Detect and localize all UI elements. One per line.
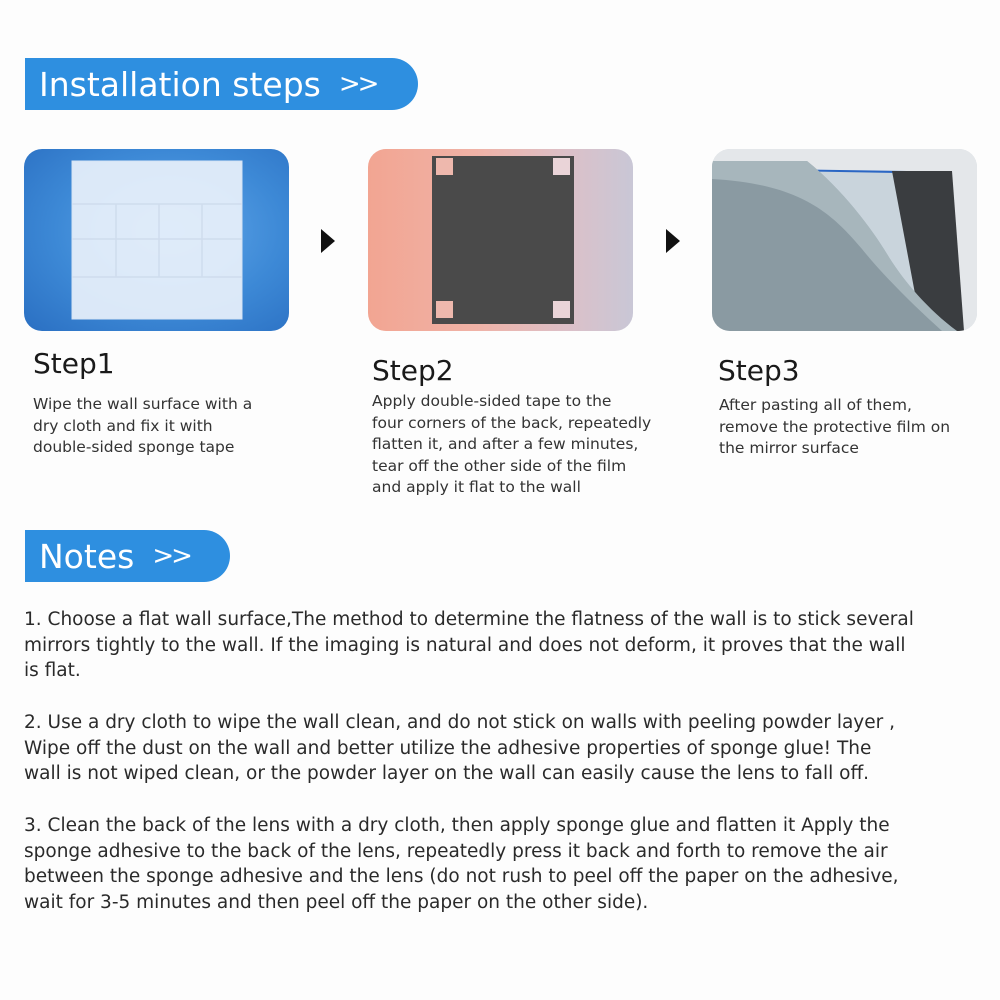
installation-steps-banner: [25, 58, 418, 110]
notes-title: Notes: [39, 536, 135, 576]
step3-description: After pasting all of them, remove the protective film on the mirror surface: [719, 396, 951, 457]
step2-title: Step2: [372, 354, 454, 387]
installation-steps-title: Installation steps: [39, 64, 321, 104]
step2-description: Apply double-sided tape to the four corners of the back, repeatedly flatten it, and after a few minutes, tear off the other side of the film and apply it flat to the wall: [372, 392, 652, 496]
triangle-right-icon: [666, 229, 680, 253]
step1-title: Step1: [33, 347, 115, 380]
chevron-right-icon: >>: [152, 541, 190, 571]
chevron-right-icon: >>: [338, 69, 377, 99]
step1-description: Wipe the wall surface with a dry cloth and fix it with double-sided sponge tape: [33, 395, 253, 456]
note-item-1: 1. Choose a flat wall surface,The method to determine the flatness of the wall is to stick several mirrors tightly to the wall. If the imaging is natural and does not deform, it proves that the wall is flat.: [24, 609, 914, 681]
step1-photo: [24, 149, 289, 331]
step3-photo: [712, 149, 977, 331]
triangle-right-icon: [321, 229, 335, 253]
step3-title: Step3: [718, 354, 800, 387]
note-item-2: 2. Use a dry cloth to wipe the wall clean, and do not stick on walls with peeling powder layer , Wipe off the dust on the wall and better utilize the adhesive properties of sponge glue! The wall is not wiped clean, or the powder layer on the wall can easily cause the lens to fall off.: [24, 712, 896, 784]
note-item-3: 3. Clean the back of the lens with a dry cloth, then apply sponge glue and flatten it Apply the sponge adhesive to the back of the lens, repeatedly press it back and forth to remove the air between the sponge adhesive and the lens (do not rush to peel off the paper on the adhesive, wait for 3-5 minutes and then peel off the paper on the other side).: [24, 815, 899, 913]
step2-photo: [368, 149, 633, 331]
notes-banner: [25, 530, 230, 582]
